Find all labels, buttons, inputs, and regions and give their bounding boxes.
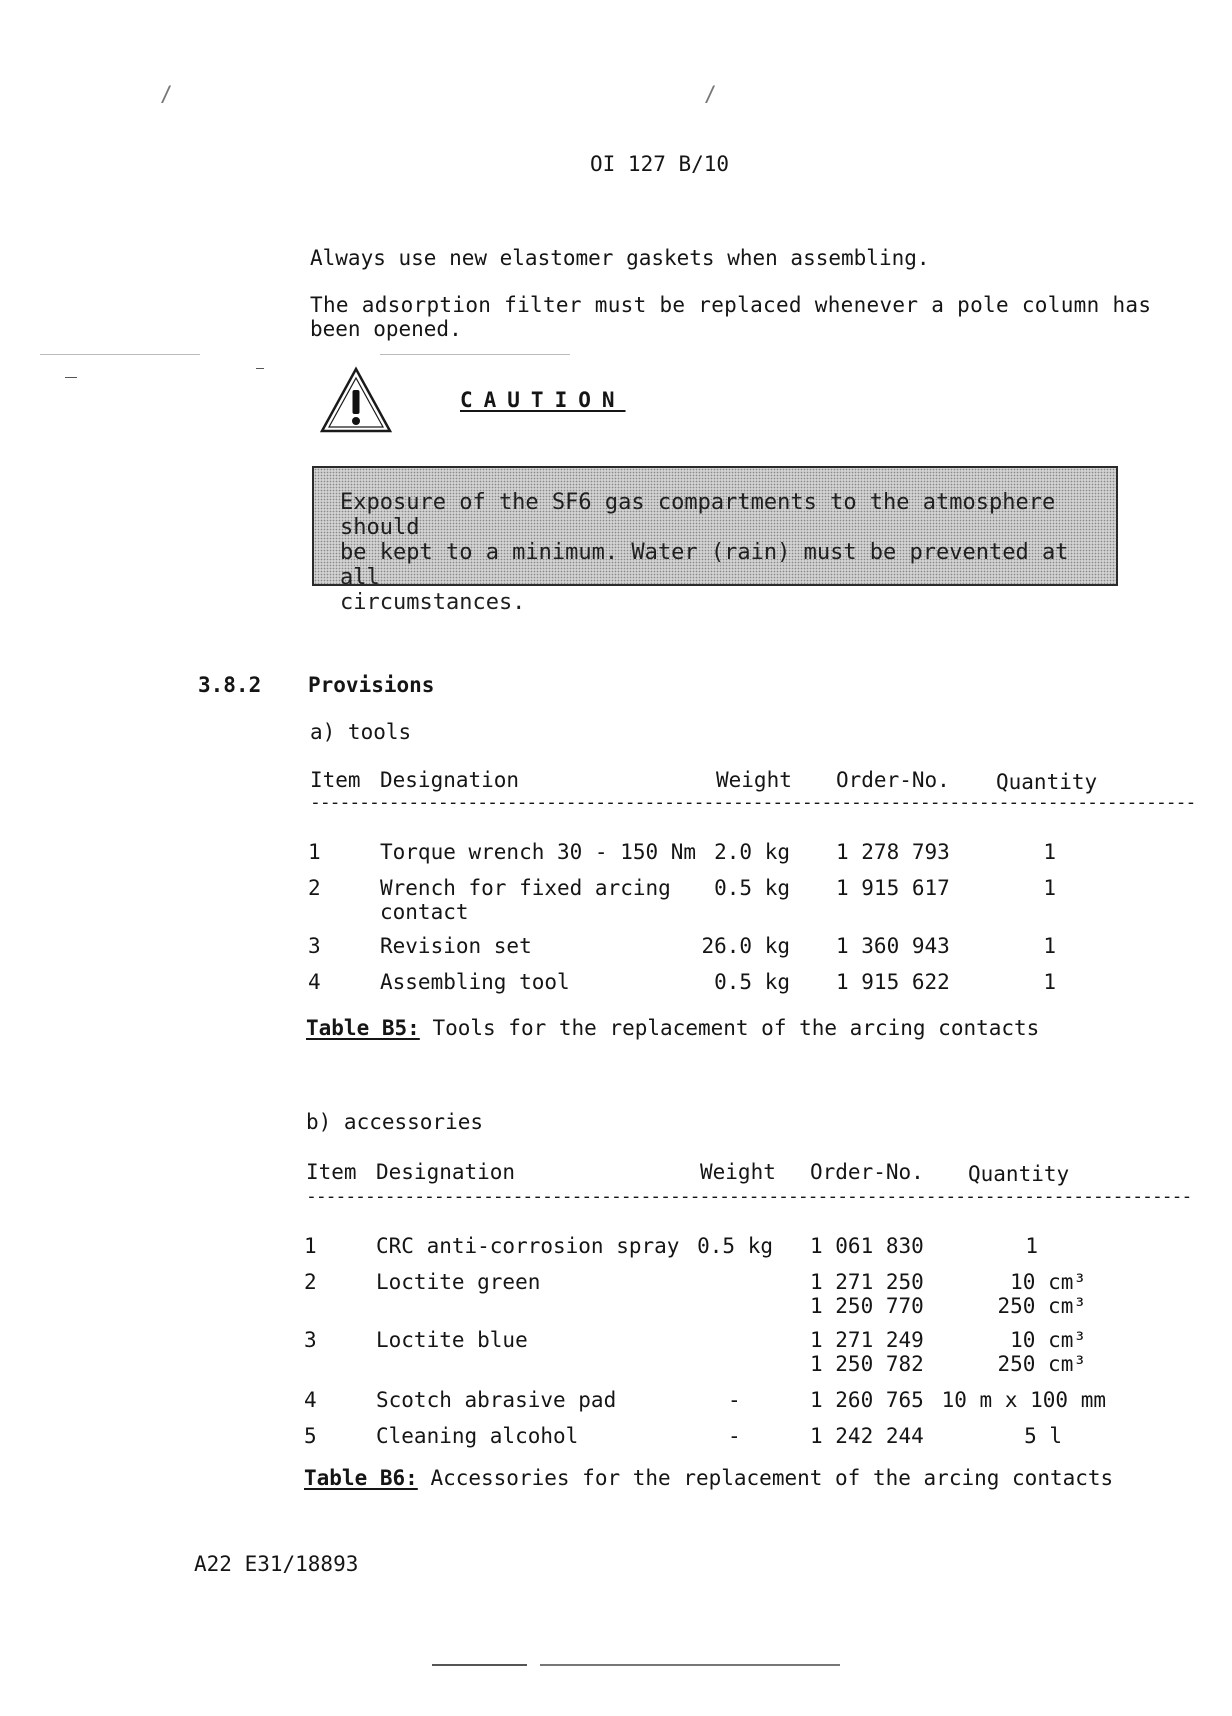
table-b6-text: Accessories for the replacement of the arcing contacts [430, 1466, 1114, 1490]
tools-row-weight: 2.0 kg [714, 840, 790, 864]
scan-edge-line [540, 1664, 840, 1666]
acc-row-weight: - [728, 1388, 741, 1412]
acc-row-qty: 1 [1025, 1234, 1038, 1258]
tools-row-order: 1 915 622 [836, 970, 950, 994]
filter-note-line2: been opened. [310, 317, 462, 341]
table-b6-caption [304, 1466, 1113, 1490]
table-row [0, 1388, 1232, 1414]
tools-row-qty: 1 [1043, 970, 1056, 994]
acc-row-designation: Scotch abrasive pad [376, 1388, 617, 1412]
tools-header-rule: ------------------------------------------------------------------------------------------ [310, 792, 1196, 813]
tools-row-designation: Assembling tool [380, 970, 570, 994]
acc-row-qty: 10 cm³ [1010, 1328, 1086, 1352]
acc-row-order: 1 271 249 [810, 1328, 924, 1352]
tools-row-qty: 1 [1043, 876, 1056, 900]
acc-row-item: 3 [304, 1328, 317, 1352]
tools-row-designation: Revision set [380, 934, 532, 958]
table-row [0, 1234, 1232, 1260]
section-number: 3.8.2 [198, 673, 262, 697]
table-row [0, 840, 1232, 866]
acc-row-qty: 10 m x 100 mm [941, 1388, 1106, 1412]
acc-row-item: 1 [304, 1234, 317, 1258]
acc-row-designation: Loctite blue [376, 1328, 528, 1352]
table-b5-text: Tools for the replacement of the arcing contacts [432, 1016, 1040, 1040]
tools-row-item: 1 [308, 840, 321, 864]
acc-row-designation: Loctite green [376, 1270, 541, 1294]
tools-row-weight: 26.0 kg [701, 934, 790, 958]
acc-col-designation: Designation [376, 1160, 516, 1184]
acc-row-order-2: 1 250 770 [810, 1294, 924, 1318]
caution-label: CAUTION [460, 388, 626, 412]
acc-row-designation: CRC anti-corrosion spray [376, 1234, 680, 1258]
filter-note-line1: The adsorption filter must be replaced whenever a pole column has [310, 293, 1152, 317]
table-b5-caption [306, 1016, 1039, 1040]
scan-speck [380, 354, 570, 355]
acc-row-qty: 10 cm³ [1010, 1270, 1086, 1294]
table-row [0, 1270, 1232, 1320]
footer-code: A22 E31/18893 [194, 1552, 359, 1576]
scan-speck [65, 377, 77, 378]
tools-row-item: 3 [308, 934, 321, 958]
table-row [0, 1328, 1232, 1378]
tools-row-designation: Wrench for fixed arcing [380, 876, 671, 900]
acc-row-order: 1 061 830 [810, 1234, 924, 1258]
tools-row-item: 4 [308, 970, 321, 994]
document-id: OI 127 B/10 [590, 152, 730, 176]
section-title: Provisions [308, 673, 435, 697]
scan-edge-line [432, 1664, 527, 1666]
caution-text: Exposure of the SF6 gas compartments to the atmosphere should be kept to a minimum. Water (rain) must be prevented at all circumstances. [340, 490, 1069, 615]
tools-row-order: 1 278 793 [836, 840, 950, 864]
tools-row-qty: 1 [1043, 934, 1056, 958]
tools-row-order: 1 915 617 [836, 876, 950, 900]
acc-row-item: 5 [304, 1424, 317, 1448]
table-row [0, 934, 1232, 960]
acc-row-qty-2: 250 cm³ [997, 1352, 1086, 1376]
table-row [0, 970, 1232, 996]
table-b5-label: Table B5: [306, 1016, 420, 1040]
tools-row-item: 2 [308, 876, 321, 900]
acc-row-qty: 5 l [1024, 1424, 1062, 1448]
acc-col-item: Item [306, 1160, 357, 1184]
caution-box [312, 466, 1118, 615]
acc-col-order: Order-No. [810, 1160, 924, 1184]
table-row [0, 1424, 1232, 1450]
acc-row-designation: Cleaning alcohol [376, 1424, 579, 1448]
tools-row-weight: 0.5 kg [714, 970, 790, 994]
tools-col-order: Order-No. [836, 768, 950, 792]
acc-row-item: 4 [304, 1388, 317, 1412]
acc-row-qty-2: 250 cm³ [997, 1294, 1086, 1318]
tools-row-designation: Torque wrench 30 - 150 Nm [380, 840, 697, 864]
acc-col-quantity: Quantity [968, 1162, 1070, 1186]
acc-row-order: 1 242 244 [810, 1424, 924, 1448]
scan-speck [256, 368, 264, 369]
tools-row-qty: 1 [1043, 840, 1056, 864]
acc-row-weight: 0.5 kg [697, 1234, 773, 1258]
scan-mark: / [704, 82, 717, 106]
tools-row-designation-cont: contact [380, 900, 469, 924]
warning-triangle-icon [320, 366, 392, 434]
acc-row-item: 2 [304, 1270, 317, 1294]
table-row [0, 876, 1232, 926]
acc-row-weight: - [728, 1424, 741, 1448]
gasket-note: Always use new elastomer gaskets when assembling. [310, 246, 930, 270]
acc-row-order: 1 271 250 [810, 1270, 924, 1294]
acc-row-order: 1 260 765 [810, 1388, 924, 1412]
acc-row-order-2: 1 250 782 [810, 1352, 924, 1376]
scan-mark: / [160, 82, 173, 106]
tools-col-weight: Weight [716, 768, 792, 792]
tools-col-designation: Designation [380, 768, 520, 792]
tools-col-item: Item [310, 768, 361, 792]
acc-col-weight: Weight [700, 1160, 776, 1184]
accessories-heading: b) accessories [306, 1110, 484, 1134]
table-b6-label: Table B6: [304, 1466, 418, 1490]
acc-header-rule: ------------------------------------------------------------------------------------------ [306, 1186, 1192, 1207]
tools-row-weight: 0.5 kg [714, 876, 790, 900]
scan-speck [40, 354, 200, 355]
tools-heading: a) tools [310, 720, 412, 744]
tools-row-order: 1 360 943 [836, 934, 950, 958]
tools-col-quantity: Quantity [996, 770, 1098, 794]
